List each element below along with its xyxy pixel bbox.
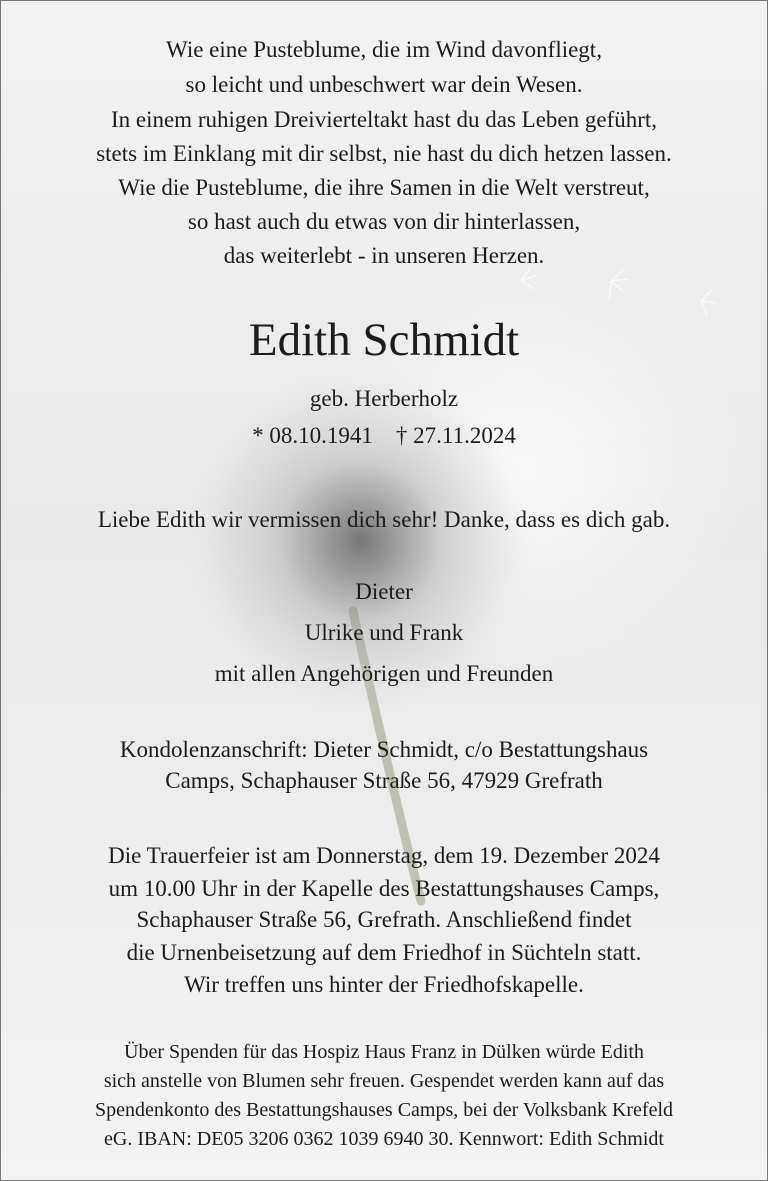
ceremony-line: Wir treffen uns hinter der Friedhofskapelle. [184,972,584,997]
mourner-line: Dieter [355,579,413,604]
maiden-name: geb. Herberholz [309,386,459,411]
mourner-line: Ulrike und Frank [304,620,464,645]
donation-line: sich anstelle von Blumen sehr freuen. Gespendet werden kann auf das [103,1070,665,1092]
address-line: Camps, Schaphauser Straße 56, 47929 Grefrath [165,768,603,793]
poem-line: so leicht und unbeschwert war dein Wesen. [185,72,583,97]
donation-line: Über Spenden für das Hospiz Haus Franz in Dülken würde Edith [124,1041,644,1063]
mourner-line: mit allen Angehörigen und Freunden [214,661,554,686]
ceremony-line: um 10.00 Uhr in der Kapelle des Bestattungshauses Camps, [108,876,660,901]
poem-line: das weiterlebt - in unseren Herzen. [223,243,545,268]
obituary-text [1,1,767,1180]
donation-line: Spendenkonto des Bestattungshauses Camps, bei der Volksbank Krefeld [94,1099,674,1121]
poem-line: Wie eine Pusteblume, die im Wind davonfliegt, [166,37,602,62]
donation-line: eG. IBAN: DE05 3206 0362 1039 6940 30. Kennwort: Edith Schmidt [104,1128,664,1150]
address-line: Kondolenzanschrift: Dieter Schmidt, c/o Bestattungshaus [119,737,649,762]
farewell-message: Liebe Edith wir vermissen dich sehr! Danke, dass es dich gab. [97,507,671,532]
ceremony-line: die Urnenbeisetzung auf dem Friedhof in Süchteln statt. [126,940,642,965]
ceremony-line: Die Trauerfeier ist am Donnerstag, dem 19. Dezember 2024 [108,843,660,868]
poem-line: Wie die Pusteblume, die ihre Samen in die Welt verstreut, [118,175,650,200]
deceased-name: Edith Schmidt [248,314,520,366]
ceremony-line: Schaphauser Straße 56, Grefrath. Anschließend findet [136,907,632,932]
poem-line: so hast auch du etwas von dir hinterlassen, [187,209,581,234]
poem-line: In einem ruhigen Dreivierteltakt hast du das Leben geführt, [110,107,658,132]
life-dates: * 08.10.1941 † 27.11.2024 [252,423,516,448]
poem-line: stets im Einklang mit dir selbst, nie hast du dich hetzen lassen. [96,141,672,166]
